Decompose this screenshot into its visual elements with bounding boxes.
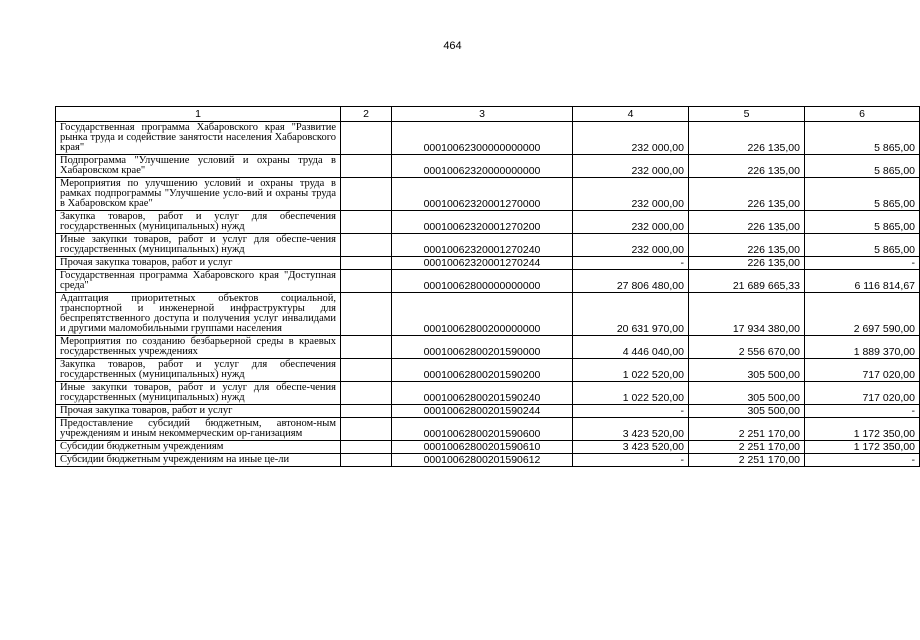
row-value-col5-cell: 2 251 170,00 bbox=[689, 441, 805, 454]
row-code-cell: 00010062800201590240 bbox=[392, 382, 573, 405]
row-name-cell: Прочая закупка товаров, работ и услуг bbox=[56, 405, 341, 418]
column-header-3: 3 bbox=[392, 107, 573, 122]
row-value-col5-cell: 226 135,00 bbox=[689, 178, 805, 211]
row-code-cell: 00010062300000000000 bbox=[392, 122, 573, 155]
page-number: 464 bbox=[443, 40, 462, 52]
row-value-col5-cell: 2 556 670,00 bbox=[689, 336, 805, 359]
row-value-col5-cell: 305 500,00 bbox=[689, 382, 805, 405]
row-value-col5-cell: 226 135,00 bbox=[689, 122, 805, 155]
row-col2-cell bbox=[341, 122, 392, 155]
table-row bbox=[56, 293, 920, 336]
row-value-col5-cell: 226 135,00 bbox=[689, 234, 805, 257]
column-header-4: 4 bbox=[573, 107, 689, 122]
row-name-cell: Закупка товаров, работ и услуг для обеспечения государственных (муниципальных) нужд bbox=[56, 211, 341, 234]
row-code-cell: 00010062800200000000 bbox=[392, 293, 573, 336]
row-value-col6-cell: 5 865,00 bbox=[805, 122, 920, 155]
row-col2-cell bbox=[341, 234, 392, 257]
row-value-col4-cell: 232 000,00 bbox=[573, 155, 689, 178]
row-name-cell: Субсидии бюджетным учреждениям на иные це-ли bbox=[56, 454, 341, 467]
row-value-col4-cell: 232 000,00 bbox=[573, 211, 689, 234]
row-code-cell: 00010062800201590600 bbox=[392, 418, 573, 441]
row-value-col6-cell: - bbox=[805, 257, 920, 270]
column-header-5: 5 bbox=[689, 107, 805, 122]
row-value-col5-cell: 17 934 380,00 bbox=[689, 293, 805, 336]
row-code-cell: 00010062800201590610 bbox=[392, 441, 573, 454]
row-value-col5-cell: 305 500,00 bbox=[689, 405, 805, 418]
table-row bbox=[56, 155, 920, 178]
row-code-cell: 00010062800201590200 bbox=[392, 359, 573, 382]
row-value-col4-cell: 3 423 520,00 bbox=[573, 441, 689, 454]
row-code-cell: 00010062320001270240 bbox=[392, 234, 573, 257]
row-col2-cell bbox=[341, 178, 392, 211]
row-value-col4-cell: 4 446 040,00 bbox=[573, 336, 689, 359]
table-header-row bbox=[56, 107, 920, 122]
row-value-col6-cell: 5 865,00 bbox=[805, 178, 920, 211]
row-name-cell: Иные закупки товаров, работ и услуг для обеспе-чения государственных (муниципальных) нужд bbox=[56, 382, 341, 405]
row-code-cell: 00010062320000000000 bbox=[392, 155, 573, 178]
row-value-col4-cell: 1 022 520,00 bbox=[573, 382, 689, 405]
row-code-cell: 00010062320001270000 bbox=[392, 178, 573, 211]
row-col2-cell bbox=[341, 211, 392, 234]
row-value-col4-cell: - bbox=[573, 405, 689, 418]
row-code-cell: 00010062320001270200 bbox=[392, 211, 573, 234]
column-header-1: 1 bbox=[56, 107, 341, 122]
table-row bbox=[56, 382, 920, 405]
table-row bbox=[56, 122, 920, 155]
row-name-cell: Субсидии бюджетным учреждениям bbox=[56, 441, 341, 454]
table-row bbox=[56, 405, 920, 418]
row-value-col6-cell: 717 020,00 bbox=[805, 382, 920, 405]
row-value-col6-cell: - bbox=[805, 454, 920, 467]
row-value-col4-cell: 1 022 520,00 bbox=[573, 359, 689, 382]
table-row bbox=[56, 336, 920, 359]
row-value-col6-cell: 5 865,00 bbox=[805, 211, 920, 234]
row-name-cell: Государственная программа Хабаровского края "Развитие рынка труда и содействие занятости населения Хабаровского края" bbox=[56, 122, 341, 155]
row-col2-cell bbox=[341, 418, 392, 441]
row-col2-cell bbox=[341, 454, 392, 467]
row-col2-cell bbox=[341, 336, 392, 359]
row-value-col5-cell: 226 135,00 bbox=[689, 155, 805, 178]
row-code-cell: 00010062800000000000 bbox=[392, 270, 573, 293]
row-value-col4-cell: - bbox=[573, 454, 689, 467]
row-col2-cell bbox=[341, 293, 392, 336]
row-name-cell: Прочая закупка товаров, работ и услуг bbox=[56, 257, 341, 270]
row-value-col6-cell: - bbox=[805, 405, 920, 418]
row-value-col6-cell: 5 865,00 bbox=[805, 234, 920, 257]
row-value-col6-cell: 1 172 350,00 bbox=[805, 418, 920, 441]
row-name-cell: Подпрограмма "Улучшение условий и охраны труда в Хабаровском крае" bbox=[56, 155, 341, 178]
row-col2-cell bbox=[341, 270, 392, 293]
table-row bbox=[56, 178, 920, 211]
row-code-cell: 00010062320001270244 bbox=[392, 257, 573, 270]
row-col2-cell bbox=[341, 257, 392, 270]
row-col2-cell bbox=[341, 441, 392, 454]
row-value-col4-cell: - bbox=[573, 257, 689, 270]
table-row bbox=[56, 270, 920, 293]
row-name-cell: Государственная программа Хабаровского края "Доступная среда" bbox=[56, 270, 341, 293]
row-value-col5-cell: 226 135,00 bbox=[689, 257, 805, 270]
row-value-col4-cell: 232 000,00 bbox=[573, 234, 689, 257]
budget-table bbox=[55, 106, 920, 467]
table-row bbox=[56, 359, 920, 382]
row-value-col5-cell: 226 135,00 bbox=[689, 211, 805, 234]
table-row bbox=[56, 211, 920, 234]
row-value-col6-cell: 5 865,00 bbox=[805, 155, 920, 178]
row-value-col6-cell: 2 697 590,00 bbox=[805, 293, 920, 336]
row-col2-cell bbox=[341, 382, 392, 405]
row-value-col5-cell: 2 251 170,00 bbox=[689, 418, 805, 441]
row-value-col4-cell: 232 000,00 bbox=[573, 122, 689, 155]
row-code-cell: 00010062800201590612 bbox=[392, 454, 573, 467]
table-row bbox=[56, 418, 920, 441]
row-value-col5-cell: 2 251 170,00 bbox=[689, 454, 805, 467]
row-name-cell: Иные закупки товаров, работ и услуг для обеспе-чения государственных (муниципальных) нужд bbox=[56, 234, 341, 257]
row-value-col6-cell: 6 116 814,67 bbox=[805, 270, 920, 293]
row-value-col6-cell: 1 889 370,00 bbox=[805, 336, 920, 359]
row-col2-cell bbox=[341, 359, 392, 382]
row-value-col4-cell: 20 631 970,00 bbox=[573, 293, 689, 336]
row-name-cell: Мероприятия по улучшению условий и охраны труда в рамках подпрограммы "Улучшение усло-вий и охраны труда в Хабаровском крае" bbox=[56, 178, 341, 211]
table-row bbox=[56, 234, 920, 257]
row-value-col6-cell: 717 020,00 bbox=[805, 359, 920, 382]
row-col2-cell bbox=[341, 405, 392, 418]
row-value-col5-cell: 21 689 665,33 bbox=[689, 270, 805, 293]
row-value-col6-cell: 1 172 350,00 bbox=[805, 441, 920, 454]
row-value-col4-cell: 3 423 520,00 bbox=[573, 418, 689, 441]
row-name-cell: Мероприятия по созданию безбарьерной среды в краевых государственных учреждениях bbox=[56, 336, 341, 359]
table-row bbox=[56, 454, 920, 467]
row-value-col4-cell: 232 000,00 bbox=[573, 178, 689, 211]
row-name-cell: Закупка товаров, работ и услуг для обеспечения государственных (муниципальных) нужд bbox=[56, 359, 341, 382]
row-code-cell: 00010062800201590000 bbox=[392, 336, 573, 359]
column-header-6: 6 bbox=[805, 107, 920, 122]
table-row bbox=[56, 257, 920, 270]
row-value-col4-cell: 27 806 480,00 bbox=[573, 270, 689, 293]
row-col2-cell bbox=[341, 155, 392, 178]
table-row bbox=[56, 441, 920, 454]
row-name-cell: Предоставление субсидий бюджетным, автоном-ным учреждениям и иным некоммерческим ор-ганизациям bbox=[56, 418, 341, 441]
row-code-cell: 00010062800201590244 bbox=[392, 405, 573, 418]
row-value-col5-cell: 305 500,00 bbox=[689, 359, 805, 382]
row-name-cell: Адаптация приоритетных объектов социальной, транспортной и инженерной инфраструктуры для беспрепятственного доступа и получения услуг инвалидами и другими маломобильными группами населения bbox=[56, 293, 341, 336]
column-header-2: 2 bbox=[341, 107, 392, 122]
